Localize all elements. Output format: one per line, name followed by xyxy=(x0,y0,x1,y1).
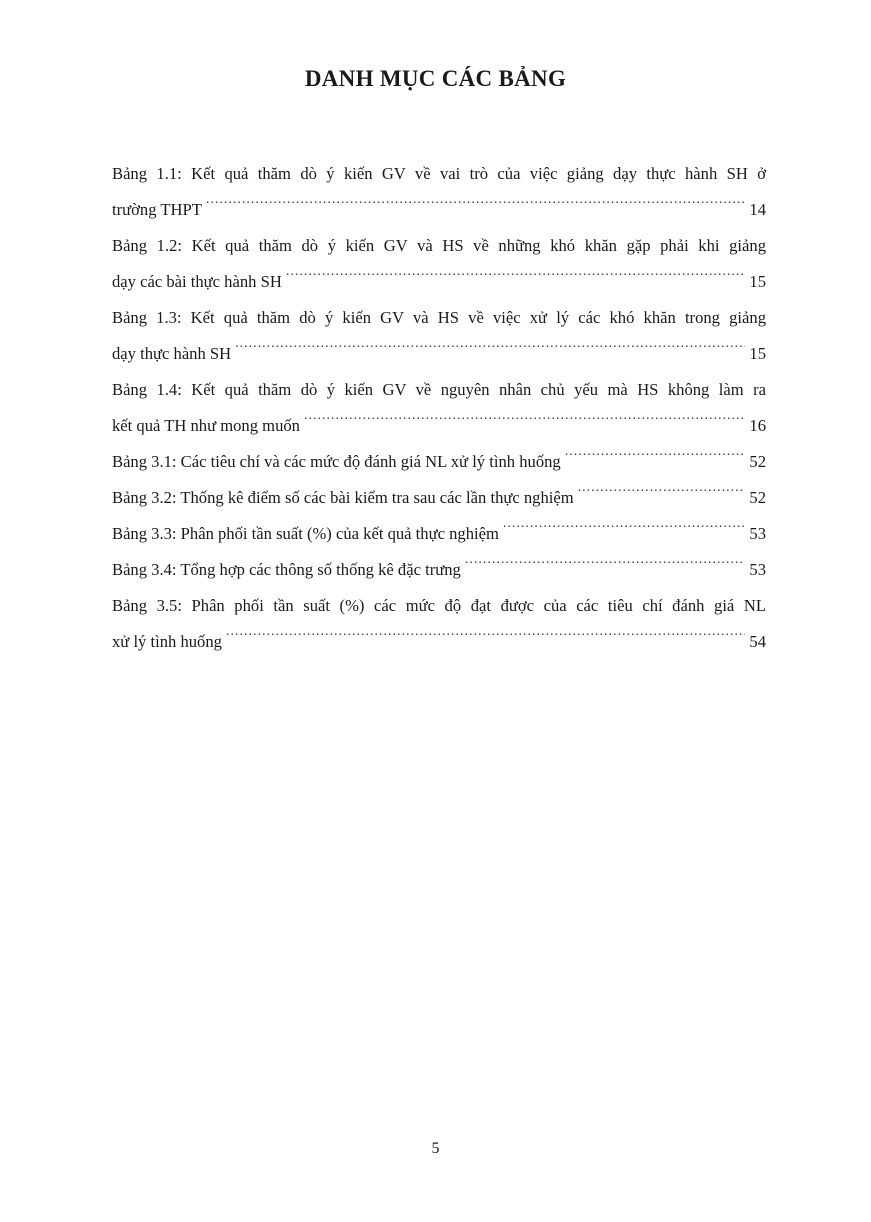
entry-text-line2: kết quả TH như mong muốn xyxy=(112,416,300,435)
entry-page-number: 15 xyxy=(749,272,766,291)
entry-last-line xyxy=(112,336,766,372)
entry-page-number: 53 xyxy=(749,524,766,543)
entry-text-line1: Bảng 3.5: Phân phối tần suất (%) các mức độ đạt được của các tiêu chí đánh giá NL xyxy=(112,596,766,615)
entry-page-number: 14 xyxy=(749,200,766,219)
entry-text-line2: Bảng 3.2: Thống kê điểm số các bài kiểm tra sau các lần thực nghiệm xyxy=(112,488,574,507)
entry-page-number: 52 xyxy=(749,452,766,471)
entry-text-line2: dạy các bài thực hành SH xyxy=(112,272,282,291)
entry-last-line xyxy=(112,192,766,228)
toc-entry-1-4[interactable] xyxy=(112,372,766,444)
toc-entry-3-3[interactable] xyxy=(112,516,766,552)
dot-leader xyxy=(565,450,746,467)
entry-last-line xyxy=(112,264,766,300)
dot-leader xyxy=(578,486,746,503)
dot-leader xyxy=(465,558,746,575)
toc-entry-3-4[interactable] xyxy=(112,552,766,588)
entry-text-line1: Bảng 1.3: Kết quả thăm dò ý kiến GV và HS về việc xử lý các khó khăn trong giảng xyxy=(112,308,766,327)
entry-text-line2: trường THPT xyxy=(112,200,202,219)
dot-leader xyxy=(206,198,746,215)
dot-leader xyxy=(226,630,745,647)
entry-page-number: 53 xyxy=(749,560,766,579)
toc-entry-3-1[interactable] xyxy=(112,444,766,480)
entry-text-line1: Bảng 1.1: Kết quả thăm dò ý kiến GV về vai trò của việc giảng dạy thực hành SH ở xyxy=(112,164,766,183)
entry-last-line xyxy=(112,444,766,480)
dot-leader xyxy=(304,414,745,431)
dot-leader xyxy=(503,522,746,539)
entry-text-line2: Bảng 3.3: Phân phối tần suất (%) của kết quả thực nghiệm xyxy=(112,524,499,543)
entry-page-number: 54 xyxy=(749,632,766,651)
entry-text-line2: dạy thực hành SH xyxy=(112,344,232,363)
entry-text-line1: Bảng 1.2: Kết quả thăm dò ý kiến GV và HS về những khó khăn gặp phải khi giảng xyxy=(112,236,766,255)
toc-entry-3-2[interactable] xyxy=(112,480,766,516)
toc-entry-1-2[interactable] xyxy=(112,228,766,300)
dot-leader xyxy=(235,342,745,359)
page-number-footer: 5 xyxy=(431,1140,440,1157)
entry-last-line xyxy=(112,480,766,516)
entry-text-line2: Bảng 3.4: Tổng hợp các thông số thống kê đặc trưng xyxy=(112,560,461,579)
toc-entry-1-3[interactable] xyxy=(112,300,766,372)
toc-entry-1-1[interactable] xyxy=(112,156,766,228)
entry-last-line xyxy=(112,624,766,660)
dot-leader xyxy=(286,270,746,287)
entry-page-number: 16 xyxy=(749,416,766,435)
toc-entry-3-5[interactable] xyxy=(112,588,766,660)
page-title: DANH MỤC CÁC BẢNG xyxy=(304,66,567,91)
entry-page-number: 52 xyxy=(749,488,766,507)
entry-last-line xyxy=(112,408,766,444)
entry-text-line2: xử lý tình huống xyxy=(112,632,222,651)
entry-text-line2: Bảng 3.1: Các tiêu chí và các mức độ đánh giá NL xử lý tình huống xyxy=(112,452,561,471)
table-list xyxy=(112,156,766,660)
entry-text-line1: Bảng 1.4: Kết quả thăm dò ý kiến GV về nguyên nhân chủ yếu mà HS không làm ra xyxy=(112,380,766,399)
entry-last-line xyxy=(112,552,766,588)
entry-page-number: 15 xyxy=(749,344,766,363)
entry-last-line xyxy=(112,516,766,552)
